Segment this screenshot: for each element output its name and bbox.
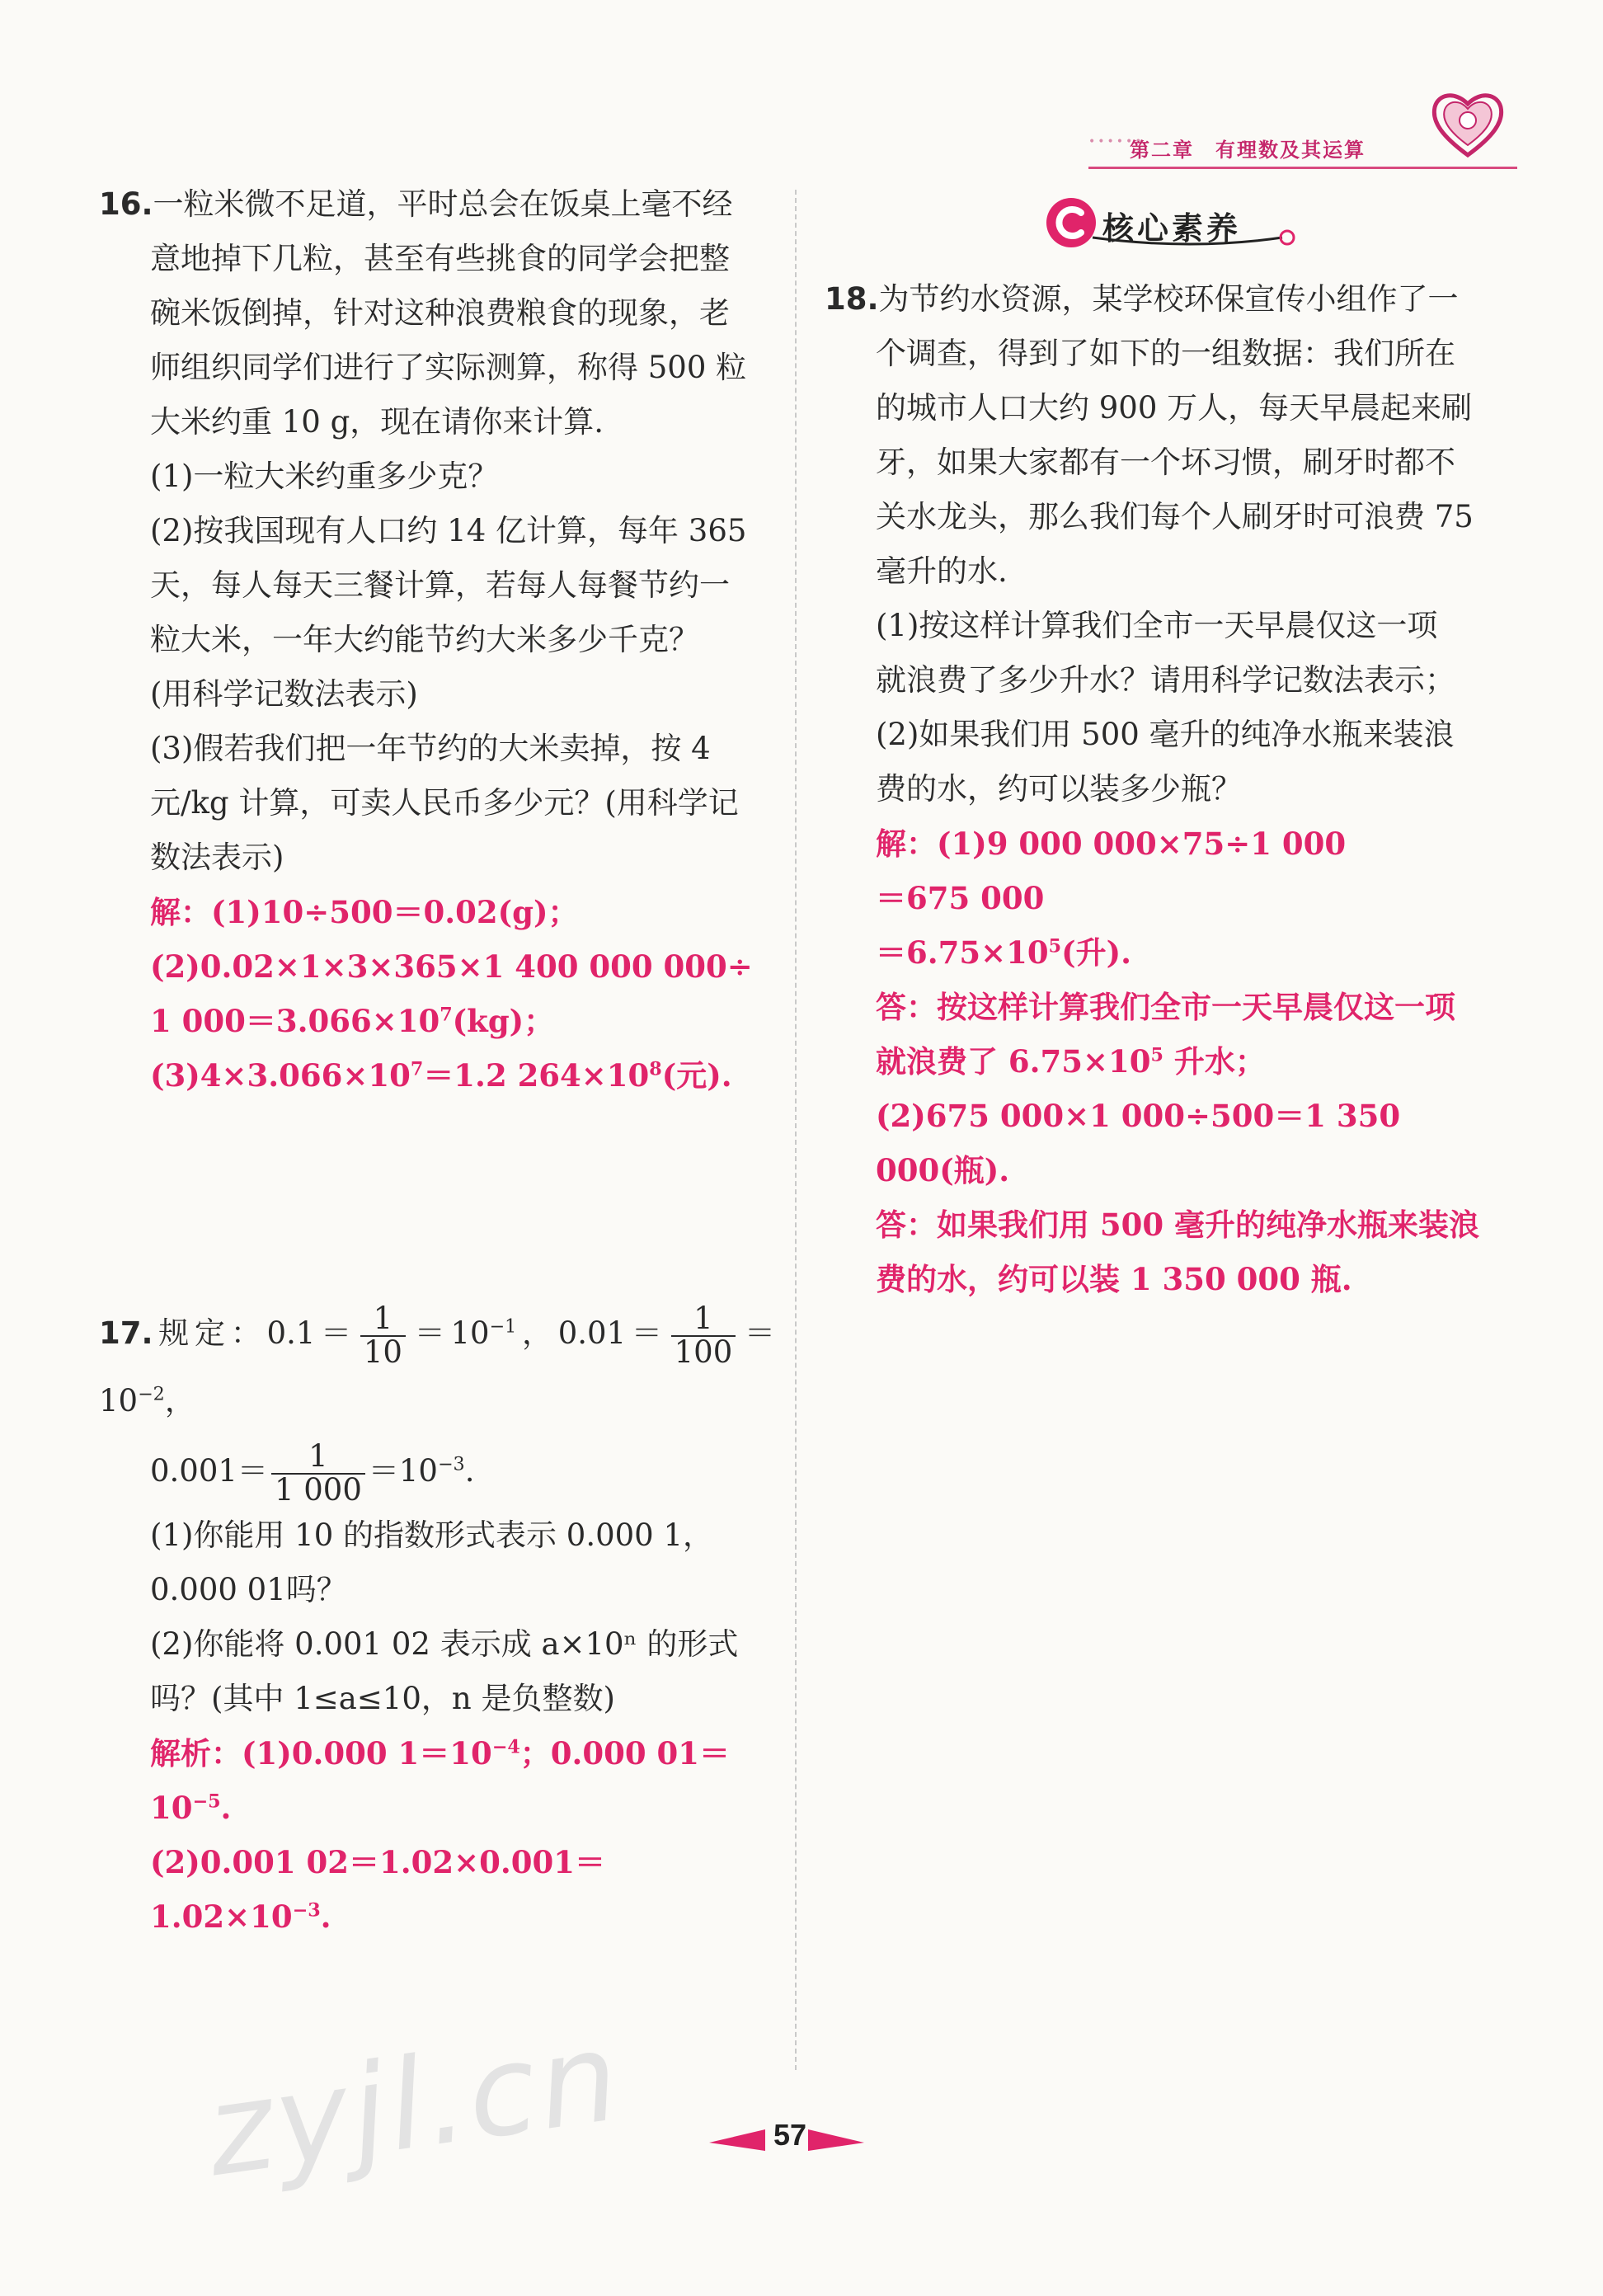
q16-part-2a: (2)按我国现有人口约 14 亿计算，每年 365 — [150, 513, 747, 548]
q16-part-3a: (3)假若我们把一年节约的大米卖掉，按 4 — [150, 731, 711, 766]
q16-part-3b: 元/kg 计算，可卖人民币多少元？(用科学记 — [150, 785, 739, 821]
q16-part-3c: 数法表示) — [150, 840, 284, 875]
q16-answer-line-3: 1 $000=3.066\times 10^7(kg)$； — [150, 1003, 555, 1039]
q17-answer-line-2: (2)0.001 $02=1.02\times 0.001=1.02\times 10^{-3}$. — [150, 1844, 605, 1936]
q16-stem-1: 一粒米微不足道，平时总会在饭桌上毫不经 — [153, 186, 733, 222]
section-banner — [1043, 190, 1307, 256]
q17-line-2: 0.001＝ $\frac{1}{1 000}$ $=10^{-3}$. — [150, 1438, 475, 1508]
q16-answer-line-2: (2)0.02×1×3×365×1 400 000 000÷ — [150, 948, 753, 985]
page-footer — [701, 2118, 866, 2159]
q18-stem-3: 的城市人口大约 900 万人，每天早晨起来刷 — [876, 390, 1473, 426]
watermark: zyjl.cn — [198, 2004, 630, 2205]
q18-answer-line-6: (2)675 000×1 000÷500＝1 350 000(瓶). — [876, 1098, 1401, 1188]
column-divider — [795, 190, 797, 2070]
q17-part-2b: 吗？(其中 1≤a≤10，n 是负整数) — [150, 1681, 615, 1717]
q16-answer-line-1: 解：(1)10÷500＝0.02(g)； — [150, 894, 579, 930]
q16-line-1 — [99, 177, 775, 232]
q18-part-2b: 费的水，约可以装多少瓶？ — [876, 771, 1242, 807]
question-16 — [99, 177, 775, 1103]
q16-part-2d: (用科学记数法表示) — [150, 676, 418, 712]
q17-part-1b: 0.000 01吗？ — [150, 1572, 347, 1608]
header-rule — [1088, 167, 1517, 169]
q16-stem-5: 大米约重 10 g，现在请你来计算. — [150, 404, 604, 440]
q16-stem-3: 碗米饭倒掉，针对这种浪费粮食的现象，老 — [150, 295, 730, 331]
q16-part-2c: 粒大米，一年大约能节约大米多少千克？ — [150, 622, 699, 657]
q18-answer-line-5: 就浪费了 $6.75\times 10^5$ 升水； — [876, 1043, 1266, 1080]
q18-stem-4: 牙，如果大家都有一个坏习惯，刷牙时都不 — [876, 445, 1455, 480]
q16-part-1: (1)一粒大米约重多少克？ — [150, 459, 499, 494]
fraction-1-100: $\frac{1}{100}$ — [671, 1303, 736, 1369]
question-18 — [825, 272, 1501, 1306]
q16-stem-2: 意地掉下几粒，甚至有些挑食的同学会把整 — [150, 241, 730, 276]
fraction-1-1000: $\frac{1}{1 000}$ — [271, 1441, 365, 1507]
q18-part-1b: 就浪费了多少升水？请用科学记数法表示； — [876, 662, 1455, 698]
q18-answer — [825, 816, 1501, 1306]
fraction-1-10: $\frac{1}{10}$ — [360, 1303, 406, 1369]
q18-stem-6: 毫升的水. — [876, 553, 1008, 589]
q17-number: 17. — [99, 1315, 153, 1351]
q17-answer — [99, 1726, 775, 1944]
q16-answer — [99, 885, 775, 1103]
q18-line-1: 18.为节约水资源，某学校环保宣传小组作了一 — [825, 281, 1459, 317]
left-column — [99, 177, 775, 1944]
q18-answer-line-1: 解：(1)9 000 000×75÷1 000 — [876, 826, 1347, 862]
chapter-title: 第二章 有理数及其运算 — [1130, 138, 1366, 162]
q18-answer-line-2: ＝675 000 — [876, 880, 1045, 916]
q18-answer-line-3: $=6.75\times 10^5$(升). — [876, 934, 1131, 971]
q18-answer-line-8: 费的水，约可以装 1 350 000 瓶. — [876, 1261, 1352, 1297]
q18-answer-line-7: 答：如果我们用 500 毫升的纯净水瓶来装浪 — [876, 1207, 1479, 1243]
q18-part-2a: (2)如果我们用 500 毫升的纯净水瓶来装浪 — [876, 717, 1455, 752]
q18-answer-line-4: 答：按这样计算我们全市一天早晨仅这一项 — [876, 989, 1455, 1025]
q18-part-1a: (1)按这样计算我们全市一天早晨仅这一项 — [876, 608, 1438, 643]
q17-part-2a: (2)你能将 0.001 02 表示成 a×10ⁿ 的形式 — [150, 1626, 739, 1663]
header-dots: •••••• — [1088, 135, 1145, 148]
q17-answer-line-1: 解析：(1)0.000 $1=10^{-4}$；0.000 $01=10^{-5}$. — [150, 1735, 730, 1827]
question-17 — [99, 1301, 775, 1944]
q18-stem-5: 关水龙头，那么我们每个人刷牙时可浪费 75 — [876, 499, 1474, 534]
page-number: 57 — [773, 2118, 807, 2152]
q18-number: 18. — [825, 281, 879, 317]
heart-logo-icon — [1427, 82, 1509, 165]
q16-stem-4: 师组织同学们进行了实际测算，称得 500 粒 — [150, 350, 747, 385]
section-title: 核心素养 — [1102, 209, 1242, 247]
q17-line-1: 17.规定：0.1＝ $\frac{1}{10}$ $=10^{-1}$，0.01＝ $\frac{1}{100}$ $=10^{-2}$， — [99, 1300, 776, 1419]
q17-part-1a: (1)你能用 10 的指数形式表示 0.000 1， — [150, 1517, 713, 1554]
q16-answer-line-4: $(3)4\times 3.066\times 10^7=1.2$ $264\times 10^8$(元). — [150, 1057, 732, 1094]
q16-part-2b: 天，每人每天三餐计算，若每人每餐节约一 — [150, 567, 730, 603]
q18-stem-2: 个调查，得到了如下的一组数据：我们所在 — [876, 336, 1455, 371]
right-column — [825, 272, 1501, 1306]
q16-number: 16. — [99, 186, 153, 222]
